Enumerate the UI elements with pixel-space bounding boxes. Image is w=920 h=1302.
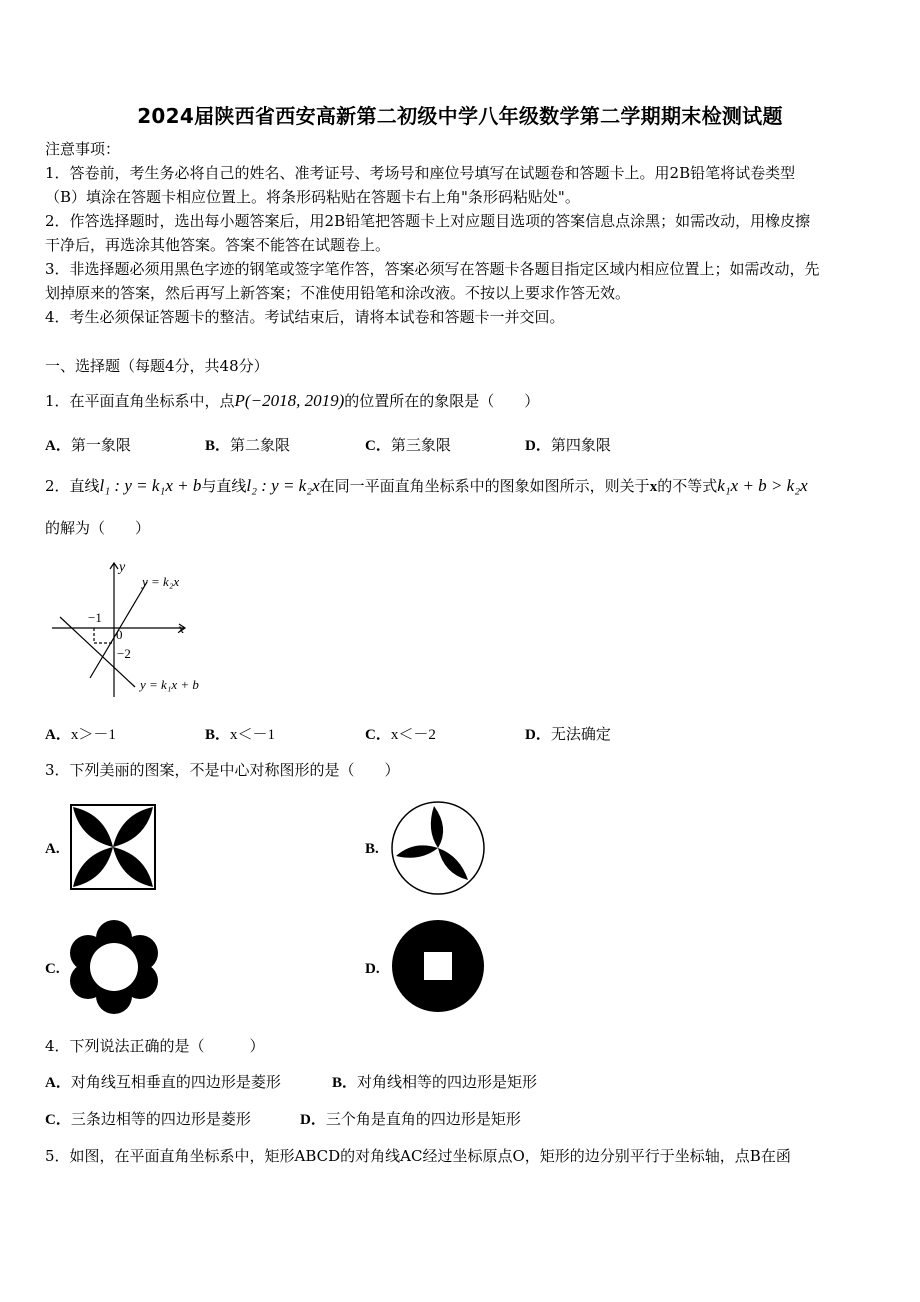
option-text: 对角线互相垂直的四边形是菱形: [70, 1073, 281, 1091]
y-axis-label: y: [119, 560, 126, 575]
option-text: 无法确定: [550, 725, 611, 743]
q1-option-a[interactable]: [45, 434, 131, 457]
q2-math-line1: l₁ : y = k₁x + b: [99, 476, 202, 495]
q3-option-b-label[interactable]: B.: [365, 841, 379, 857]
notice-line: 4．考生必须保证答题卡的整洁。考试结束后，请将本试卷和答题卡一并交回。: [45, 308, 565, 326]
option-label: D．: [525, 727, 551, 743]
page-title: 2024届陕西省西安高新第二初级中学八年级数学第二学期期末检测试题: [137, 104, 783, 128]
q3-figure-a-four-petals[interactable]: [70, 804, 156, 890]
q2-text: 在同一平面直角坐标系中的图象如图所示，则关于: [319, 477, 650, 495]
q4-option-c[interactable]: [45, 1108, 251, 1131]
option-label: B．: [205, 727, 231, 743]
q2-math-line2: l₂ : y = k₂x: [246, 476, 320, 495]
q2-text: 的不等式: [657, 477, 718, 495]
tick-label: −1: [88, 610, 102, 625]
q2-text: 与直线: [201, 477, 247, 495]
q1-option-c[interactable]: [365, 434, 451, 457]
q1-math-point: P(−2018, 2019): [234, 391, 345, 410]
option-label: A．: [45, 1075, 71, 1091]
option-text: 第三象限: [390, 436, 451, 454]
question-1-stem: [45, 390, 539, 412]
q3-option-a-label[interactable]: A.: [45, 841, 60, 857]
option-text: 第二象限: [230, 436, 291, 454]
q1-text-pre: 1．在平面直角坐标系中，点: [45, 392, 235, 410]
option-label: B．: [332, 1075, 358, 1091]
notice-heading: 注意事项：: [45, 140, 121, 158]
option-text: x＜－2: [390, 727, 436, 743]
q2-text: 2．直线: [45, 477, 100, 495]
option-label: C．: [365, 438, 391, 454]
line-l2-label: y = k₂x: [142, 574, 180, 589]
q1-option-d[interactable]: [525, 434, 611, 457]
q3-figure-b-three-petals[interactable]: [390, 800, 486, 896]
q2-option-b[interactable]: [205, 723, 275, 746]
section-heading: 一、选择题（每题4分，共48分）: [45, 357, 269, 375]
option-label: B．: [205, 438, 231, 454]
flower-center: [90, 943, 138, 991]
q3-option-d-label[interactable]: D.: [365, 961, 380, 977]
line-l1-label: y = k₁x + b: [140, 677, 199, 692]
notice-line: 1．答卷前，考生务必将自己的姓名、准考证号、考场号和座位号填写在试题卷和答题卡上。用2B铅笔将试卷类型: [45, 164, 796, 182]
origin-label: 0: [116, 627, 123, 642]
option-label: D．: [300, 1112, 326, 1128]
question-3-stem: 3．下列美丽的图案，不是中心对称图形的是（ ）: [45, 761, 400, 779]
option-text: 第一象限: [70, 436, 131, 454]
option-label: C．: [365, 727, 391, 743]
notice-line: 划掉原来的答案，然后再写上新答案；不准使用铅笔和涂改液。不按以上要求作答无效。: [45, 284, 631, 302]
x-axis-label: x: [178, 622, 185, 637]
option-text: 对角线相等的四边形是矩形: [357, 1073, 538, 1091]
q3-figure-c-flower[interactable]: [68, 918, 160, 1014]
q4-option-b[interactable]: [332, 1071, 537, 1094]
q4-option-d[interactable]: [300, 1108, 521, 1131]
notice-line: 3．非选择题必须用黑色字迹的钢笔或签字笔作答，答案必须写在答题卡各题目指定区域内相应位置上；如需改动，先: [45, 260, 820, 278]
q1-text-post: 的位置所在的象限是（ ）: [344, 392, 540, 410]
option-label: D．: [525, 438, 551, 454]
question-2-stem: [45, 475, 808, 498]
notice-line: （B）填涂在答题卡相应位置上。将条形码粘贴在答题卡右上角"条形码粘贴处"。: [45, 188, 580, 206]
option-text: 三个角是直角的四边形是矩形: [325, 1110, 521, 1128]
option-label: A．: [45, 438, 71, 454]
q2-graph: [50, 555, 220, 700]
notice-line: 2．作答选择题时，选出每小题答案后，用2B铅笔把答题卡上对应题目选项的答案信息点涂黑；如需改动，用橡皮擦: [45, 212, 811, 230]
q2-option-d[interactable]: [525, 723, 611, 746]
question-2-stem-line2: 的解为（ ）: [45, 519, 151, 537]
q3-option-c-label[interactable]: C.: [45, 961, 60, 977]
notice-line: 干净后，再选涂其他答案。答案不能答在试题卷上。: [45, 236, 391, 254]
option-label: C．: [45, 1112, 71, 1128]
question-4-stem: 4．下列说法正确的是（ ）: [45, 1037, 265, 1055]
q2-option-c[interactable]: [365, 723, 436, 746]
option-text: x＜－1: [230, 727, 276, 743]
q2-option-a[interactable]: [45, 723, 116, 746]
q1-option-b[interactable]: [205, 434, 290, 457]
option-label: A．: [45, 727, 71, 743]
option-text: 三条边相等的四边形是菱形: [70, 1110, 251, 1128]
option-text: 第四象限: [550, 436, 611, 454]
q4-option-a[interactable]: [45, 1071, 281, 1094]
q2-math-inequality: k₁x + b > k₂x: [717, 476, 808, 495]
question-5-stem: 5．如图，在平面直角坐标系中，矩形ABCD的对角线AC经过坐标原点O，矩形的边分别平行于坐标轴，点B在函: [45, 1147, 791, 1165]
q3-figure-d-coin[interactable]: [390, 918, 486, 1014]
tick-label: −2: [117, 646, 131, 661]
option-text: x＞－1: [70, 727, 116, 743]
q2-variable: x: [649, 479, 658, 495]
square-hole: [424, 952, 452, 980]
